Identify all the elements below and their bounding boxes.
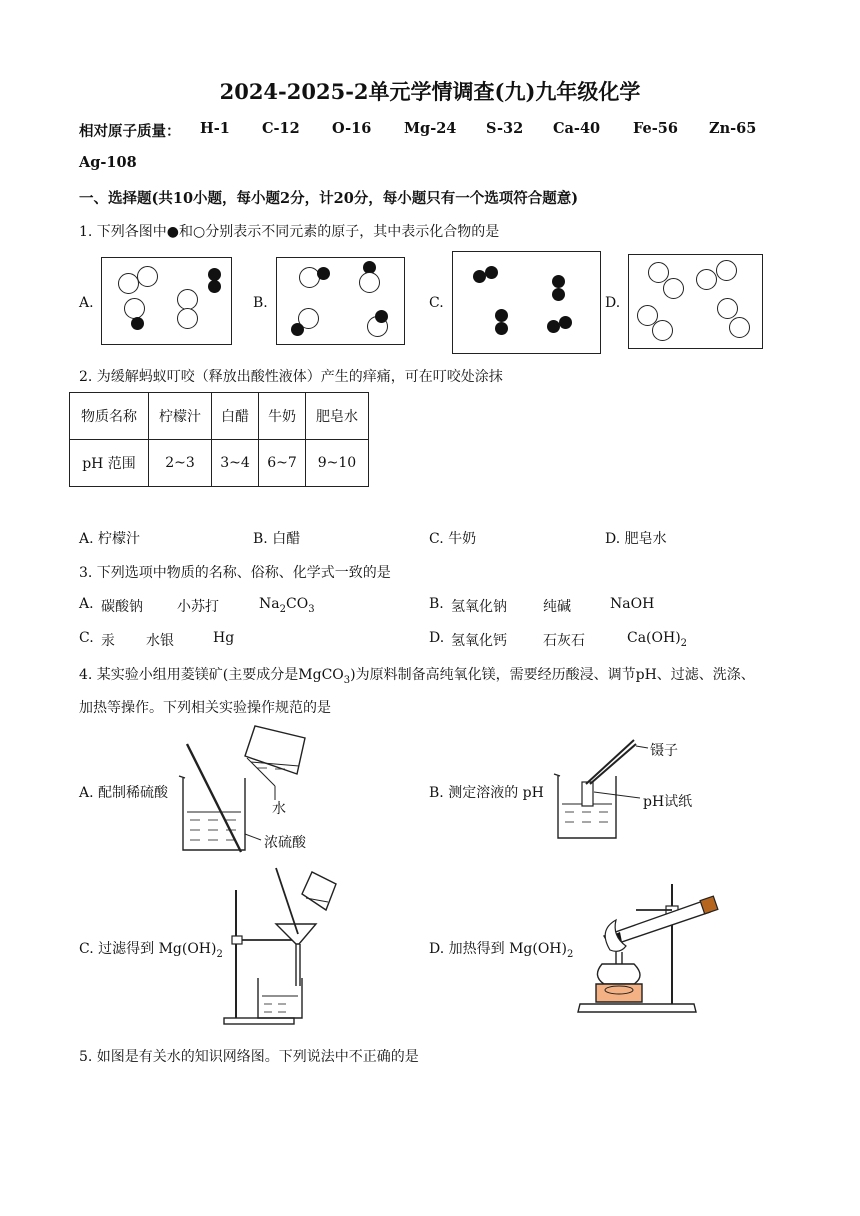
chemical-formula: NaOH [610,596,655,612]
table-row [70,440,369,487]
table-cell: 3~4 [212,440,259,487]
common-name: 小苏打 [177,599,219,615]
substance-name: 碳酸钠 [101,599,143,615]
table-cell: 柠檬汁 [149,393,212,440]
table-cell: 物质名称 [70,393,149,440]
q4-option-c-label: C. 过滤得到 $Mg(OH)_2$ [79,941,223,960]
common-name: 水银 [146,633,174,649]
option-letter: D. [429,630,445,646]
q1-diagram-d [628,254,763,349]
table-cell: 9~10 [306,440,369,487]
table-cell: pH 范围 [70,440,149,487]
atomic-mass-item: O-16 [332,120,372,137]
q1-option-b-label: B. [253,295,268,311]
option-letter: C. [79,630,94,646]
q4-option-b-label: B. 测定溶液的 pH [429,785,544,801]
q1-diagram-b [276,257,405,345]
common-name: 石灰石 [543,633,585,649]
atomic-mass-item: Mg-24 [404,120,457,137]
question-1-stem: 1. 下列各图中●和○分别表示不同元素的原子，其中表示化合物的是 [79,224,500,240]
label-ph-paper: pH试纸 [643,794,693,810]
question-4-stem-line1: 4. 某实验小组用菱镁矿(主要成分是MgCO$_3$)为原料制备高纯氧化镁，需要经历酸浸、调节pH、过滤、洗涤、 [79,667,755,686]
heating-diagram [576,880,722,1020]
q2-option-c: C. 牛奶 [429,531,477,547]
q3-option-b [429,596,655,615]
q1-option-d-label: D. [605,295,621,311]
q3-option-a [79,596,315,615]
q1-option-a-label: A. [79,295,94,311]
q1-diagram-a [101,257,232,345]
label-water: 水 [272,801,286,817]
q2-option-d: D. 肥皂水 [605,531,667,547]
atomic-mass-item: C-12 [262,120,300,137]
q2-option-a: A. 柠檬汁 [79,531,141,547]
table-cell: 牛奶 [259,393,306,440]
table-cell: 2~3 [149,440,212,487]
question-5-stem: 5. 如图是有关水的知识网络图。下列说法中不正确的是 [79,1049,419,1065]
question-3-stem: 3. 下列选项中物质的名称、俗称、化学式一致的是 [79,565,391,581]
atomic-mass-item: S-32 [486,120,524,137]
table-row [70,393,369,440]
atomic-mass-item: Ag-108 [79,154,137,171]
q2-option-b: B. 白醋 [253,531,301,547]
atomic-mass-item: Zn-65 [709,120,757,137]
q3-option-d [429,630,688,649]
chemical-formula: Hg [213,630,235,646]
substance-name: 汞 [101,633,115,649]
chemical-formula: $Ca(OH)_2$ [627,630,688,649]
q4-option-d-label: D. 加热得到 $Mg(OH)_2$ [429,941,574,960]
question-2-stem: 2. 为缓解蚂蚁叮咬（释放出酸性液体）产生的痒痛，可在叮咬处涂抹 [79,369,503,385]
atomic-mass-item: Fe-56 [633,120,678,137]
table-cell: 6~7 [259,440,306,487]
filtration-diagram [222,864,342,1026]
table-cell: 肥皂水 [306,393,369,440]
option-letter: A. [79,596,94,612]
chemical-formula: $Na_2CO_3$ [259,596,315,615]
q1-diagram-c [452,251,601,354]
atomic-mass-item: Ca-40 [553,120,601,137]
label-tweezers: 镊子 [650,743,678,759]
table-cell: 白醋 [212,393,259,440]
question-4-stem-line2: 加热等操作。下列相关实验操作规范的是 [79,700,331,716]
q1-option-c-label: C. [429,295,444,311]
option-letter: B. [429,596,444,612]
section-heading: 一、选择题(共10小题，每小题2分，计20分，每小题只有一个选项符合题意) [79,190,579,207]
substance-name: 氢氧化钙 [451,633,507,649]
ph-table [69,392,369,487]
q4-option-a-label: A. 配制稀硫酸 [79,785,169,801]
label-concentrated-acid: 浓硫酸 [264,835,306,851]
substance-name: 氢氧化钠 [451,599,507,615]
common-name: 纯碱 [543,599,571,615]
atomic-mass-label: 相对原子质量： [79,123,181,140]
page-title: 2024-2025-2单元学情调查(九)九年级化学 [219,79,641,104]
atomic-mass-item: H-1 [200,120,230,137]
q3-option-c [79,630,235,649]
